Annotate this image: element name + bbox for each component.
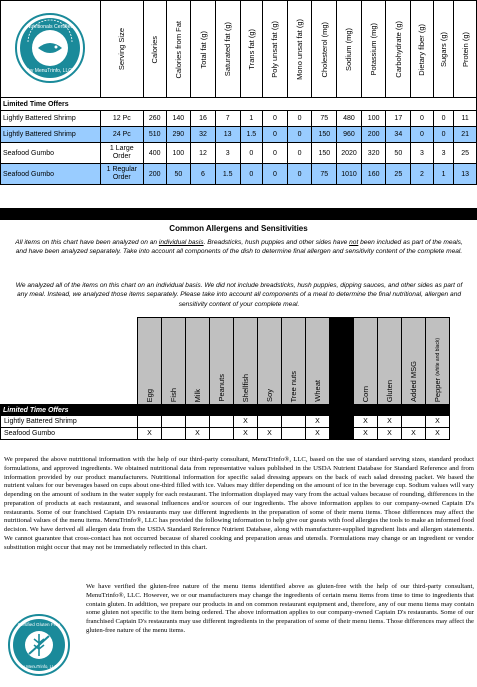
col-sodium: Sodium (mg) [337, 1, 362, 98]
gluten-free-disclaimer: We have verified the gluten-free nature of the menu items identified above as gluten-free with the help of our third-party consultant, MenuTrinfo®, LLC. However, we or our manufacturers may change the ingredients of certain menu items from time to time to ingredients that contain gluten. In addition, we prepare our products in and on common restaurant equipment and, therefore, any of our menu items may contain some gluten not specific to the item being ordered. The above information applies to our company-owned Captain D's restaurants. Some of our franchised Captain D's restaurants may use different ingredients in the preparation of some of their menu items. Those differences may affect the gluten-free nature of the menu items. [86, 583, 474, 634]
allergen-section-row: Limited Time Offers [1, 405, 450, 416]
col-soy: Soy [258, 318, 282, 405]
nutrition-header-row [1, 1, 477, 98]
svg-text:Certified Gluten Free: Certified Gluten Free [17, 622, 61, 627]
table-row: Lightly Battered Shrimp 24 Pc 510 290 32 13 1.5 0 0 150 960 200 34 0 0 21 [1, 127, 477, 143]
col-shellfish: Shellfish [234, 318, 258, 405]
nutrition-table [0, 0, 477, 185]
logo-sub-text: by MenuTrinfo, LLC [28, 68, 73, 74]
col-protein: Protein (g) [454, 1, 477, 98]
nutrition-table-region [0, 0, 477, 185]
col-serving-size: Serving Size [100, 1, 143, 98]
col-gluten: Gluten [378, 318, 402, 405]
col-total-fat: Total fat (g) [191, 1, 216, 98]
col-calories-from-fat: Calories from Fat [166, 1, 191, 98]
col-poly-unsat-fat: Poly unsat fat (g) [263, 1, 288, 98]
col-cholesterol: Cholesterol (mg) [312, 1, 337, 98]
logo-ring-text: Nutritionals Certified [27, 24, 74, 30]
col-corn: Corn [354, 318, 378, 405]
allergen-table-region [0, 317, 450, 440]
table-row: Seafood Gumbo 1 Large Order 400 100 12 3 0 0 0 150 2020 320 50 3 3 25 [1, 143, 477, 164]
col-dietary-fiber: Dietary fiber (g) [411, 1, 434, 98]
col-tree-nuts: Tree nuts [282, 318, 306, 405]
col-calories: Calories [143, 1, 166, 98]
section-header-row [1, 98, 477, 111]
col-trans-fat: Trans fat (g) [240, 1, 263, 98]
col-added-msg: Added MSG [402, 318, 426, 405]
table-row: Seafood Gumbo 1 Regular Order 200 50 6 1.5 0 0 0 75 1010 160 25 2 1 13 [1, 164, 477, 185]
table-row: Lightly Battered Shrimp 12 Pc 260 140 16 7 1 0 0 75 480 100 17 0 0 11 [1, 111, 477, 127]
table-row: Seafood Gumbo X X X X X X X X X [1, 428, 450, 440]
col-wheat: Wheat [306, 318, 330, 405]
col-potassium: Potassium (mg) [361, 1, 386, 98]
gluten-free-seal-icon [8, 614, 70, 676]
divider-bar [0, 208, 477, 220]
col-pepper: Pepper (white and black) [426, 318, 450, 405]
certified-seal-icon [14, 12, 86, 84]
col-saturated-fat: Saturated fat (g) [215, 1, 240, 98]
col-egg: Egg [138, 318, 162, 405]
nutrition-disclaimer: We prepared the above nutritional information with the help of our third-party consultant, MenuTrinfo®, LLC, based on the use of standard serving sizes, standard product formulations, and approved ingredients. We obtained nutritional data from representative values published in the USDA Nutrient Database for Standard Reference and from information provided by our product manufacturers. Nutritional information for specific salad dressing appears on the back of each salad dressing packet. We based the nutrient values for our beverages based on cups about one-third filled with ice. Values may differ depending on the amount of ice in the beverage cup. Sodium values will vary depending on the amount of sodium in the water supply for each restaurant. The information displayed may vary from the actual values because of rounding, differences in the preparation of products at each restaurant, and seasonal influences and/or sources of our ingredients. The above information applies to our company-owned Captain D's restaurants. Some of our franchised Captain D's restaurants may use different ingredients in the preparation of some of their menu items. Those differences may affect the nutritional values of the menu items. MenuTrinfo®, LLC has provided the following information to help give our guests with food allergies the tools to make an informed food decision. We have derived all allergen data from the USDA Standard Reference Nutrient Database, along with manufacturer-supplied ingredient lists and allergen statements. We cannot guarantee that cross-contact has not occurred because of shared cooking and preparation areas and utensils. Formulations may change or an ingredient or vendor substitution might occur that may not be immediately reflected in this chart. [4, 456, 474, 551]
col-fish: Fish [162, 318, 186, 405]
section-title: Limited Time Offers [1, 98, 477, 111]
col-carbohydrate: Carbohydrate (g) [386, 1, 411, 98]
allergen-section-title: Common Allergens and Sensitivities [169, 224, 308, 233]
nutritionals-certified-logo [1, 1, 101, 98]
col-blank-black [330, 318, 354, 405]
allergen-note-2: We analyzed all of the items on this chart on an individual basis. We did not include breadsticks, hush puppies, dipping sauces, and other sides as part of any meal. Instead, we analyzed those items separately. Please take into account all components of a meal to determine the final nutritional, allergen and sensitivity content of your complete meal. [15, 282, 463, 308]
allergen-table [0, 317, 450, 440]
certified-gluten-free-logo [8, 614, 70, 681]
svg-text:by MenuTrinfo, LLC: by MenuTrinfo, LLC [20, 664, 58, 669]
col-peanuts: Peanuts [210, 318, 234, 405]
table-row: Lightly Battered Shrimp X X X X X [1, 416, 450, 428]
allergen-header-row [1, 318, 450, 405]
allergen-note-1: All items on this chart have been analyzed on an individual basis. Breadsticks, hush puppies and other sides have not been included as part of the meals, and have been analyzed separately. Take into account all components of the dish to determine final allergen and sensitivity content of the complete meal. [15, 239, 463, 256]
col-mono-unsat-fat: Mono unsat fat (g) [287, 1, 312, 98]
col-milk: Milk [186, 318, 210, 405]
col-sugars: Sugars (g) [433, 1, 454, 98]
